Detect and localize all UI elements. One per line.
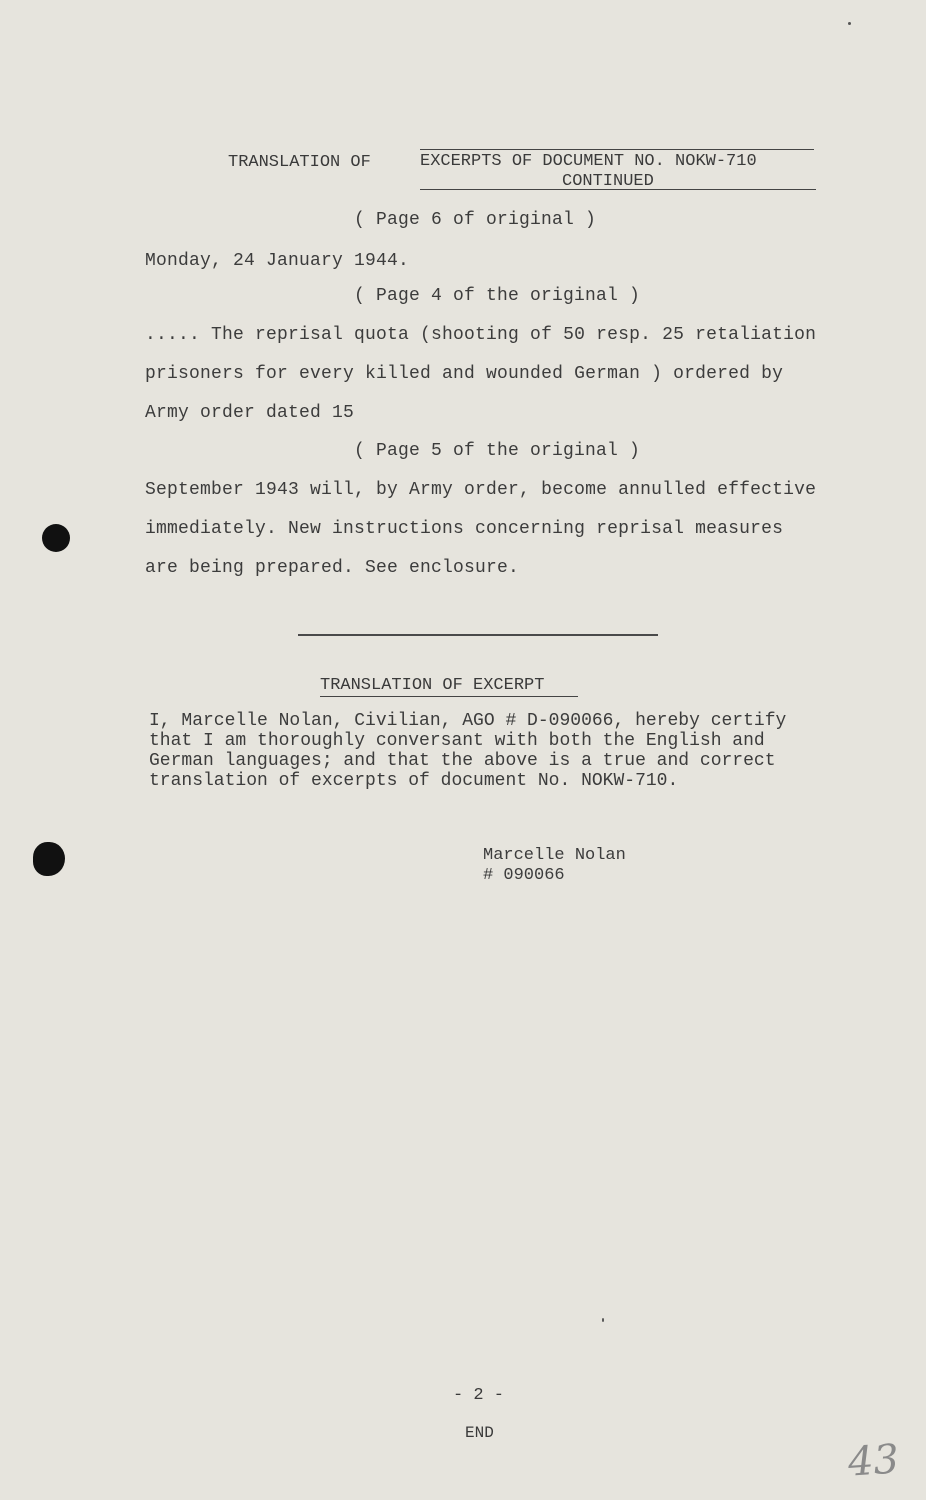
certification-line: German languages; and that the above is a true and correct: [149, 751, 776, 771]
handwritten-page-number: 43: [846, 1436, 901, 1486]
page-reference-5: ( Page 5 of the original ): [354, 441, 641, 461]
page-number: - 2 -: [453, 1386, 505, 1405]
title-underline: [420, 189, 816, 190]
certification-line: translation of excerpts of document No. NOKW-710.: [149, 771, 679, 791]
header-prefix: TRANSLATION OF: [228, 153, 371, 172]
certification-line: I, Marcelle Nolan, Civilian, AGO # D-090066, hereby certify: [149, 711, 787, 731]
body-line: ..... The reprisal quota (shooting of 50 resp. 25 retaliation: [145, 325, 817, 345]
certification-title-underline: [320, 696, 578, 697]
body-line: Army order dated 15: [145, 403, 355, 423]
punch-hole-lower: [33, 842, 65, 876]
signature-number: # 090066: [483, 866, 565, 885]
document-title-line1: EXCERPTS OF DOCUMENT NO. NOKW-710: [420, 152, 757, 171]
punch-hole-upper: [42, 524, 70, 552]
section-divider: [298, 634, 658, 636]
certification-line: that I am thoroughly conversant with both the English and: [149, 731, 765, 751]
body-line: are being prepared. See enclosure.: [145, 558, 520, 578]
document-title-line2: CONTINUED: [562, 172, 654, 191]
body-line: prisoners for every killed and wounded German ) ordered by: [145, 364, 784, 384]
end-marker: END: [465, 1424, 494, 1442]
paper-speck: [848, 22, 851, 25]
page-reference-4: ( Page 4 of the original ): [354, 286, 641, 306]
signature-name: Marcelle Nolan: [483, 846, 626, 865]
paper-speck: [602, 1318, 604, 1322]
body-line: immediately. New instructions concerning reprisal measures: [145, 519, 784, 539]
page-reference-6: ( Page 6 of original ): [354, 210, 597, 230]
date-line: Monday, 24 January 1944.: [145, 251, 410, 271]
certification-title: TRANSLATION OF EXCERPT: [320, 676, 545, 695]
body-line: September 1943 will, by Army order, become annulled effective: [145, 480, 817, 500]
title-overline: [420, 149, 814, 150]
